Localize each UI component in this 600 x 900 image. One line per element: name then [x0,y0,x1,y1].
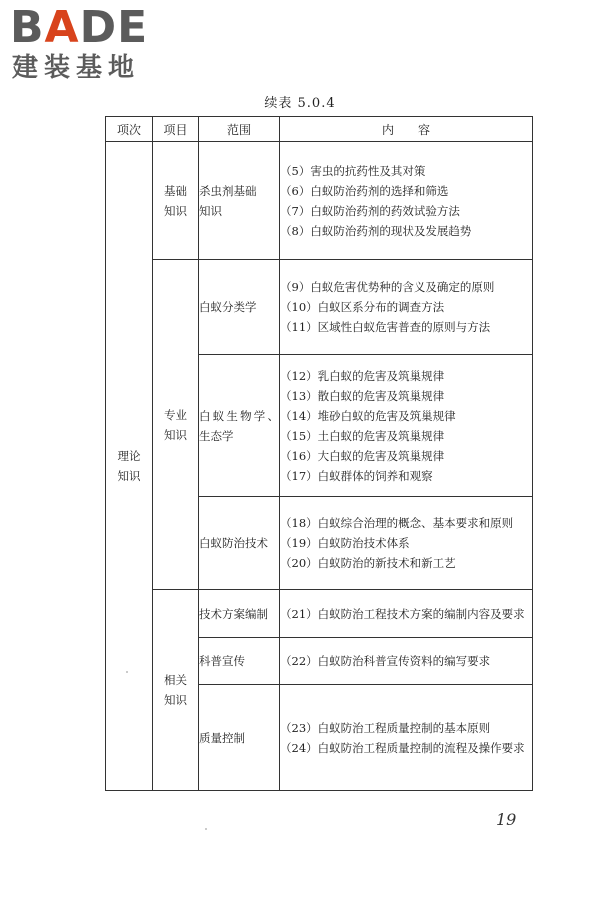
content-item: （23）白蚁防治工程质量控制的基本原则 [280,720,491,735]
table-row [106,142,533,260]
content-item: （22）白蚁防治科普宣传资料的编写要求 [280,654,491,668]
scan-speck [205,828,207,830]
table-row [106,260,533,355]
content-item: （14）堆砂白蚁的危害及筑巢规律 [280,408,456,423]
scope-cell: 白蚁分类学 [199,260,280,355]
content-item: （11）区域性白蚁危害普查的原则与方法 [280,320,491,334]
scope-cell: 白蚁生物学、生态学 [199,355,280,497]
content-cell [280,355,533,497]
logo-letter: A [44,2,80,53]
content-item: （18）白蚁综合治理的概念、基本要求和原则 [280,516,514,530]
brand-logo [10,4,148,84]
content-item: （8）白蚁防治药剂的现状及发展趋势 [280,223,472,238]
section-cell: 基础 知识 [153,142,199,260]
content-item: （21）白蚁防治工程技术方案的编制内容及要求 [280,606,525,621]
content-item: （5）害虫的抗药性及其对策 [280,163,426,178]
logo-letter: B [10,2,45,53]
content-item: （13）散白蚁的危害及筑巢规律 [280,388,445,403]
logo-letter: E [117,2,149,53]
scan-speck [126,671,128,673]
content-item: （16）大白蚁的危害及筑巢规律 [280,448,445,463]
content-item: （20）白蚁防治的新技术和新工艺 [280,556,456,570]
content-cell [280,590,533,638]
scope-cell: 技术方案编制 [199,590,280,638]
logo-letter: D [79,2,118,53]
section-cell: 专业 知识 [153,260,199,590]
knowledge-table [105,116,533,791]
scope-cell: 杀虫剂基础 知识 [199,142,280,260]
content-item: （10）白蚁区系分布的调查方法 [280,300,445,314]
content-item: （19）白蚁防治技术体系 [280,536,410,550]
header-content: 内 容 [280,117,533,142]
content-cell [280,685,533,791]
table-row [106,590,533,638]
section-cell: 相关 知识 [153,590,199,791]
header-index: 项次 [106,117,153,142]
scope-cell: 科普宣传 [199,638,280,685]
table-caption: 续表 5.0.4 [264,96,336,111]
header-scope: 范围 [199,117,280,142]
header-item: 项目 [153,117,199,142]
logo-subtitle: 建装基地 [12,53,141,83]
page-number: 19 [496,810,517,829]
content-item: （7）白蚁防治药剂的药效试验方法 [280,203,460,218]
content-item: （12）乳白蚁的危害及筑巢规律 [280,368,445,383]
content-cell [280,497,533,590]
content-cell [280,260,533,355]
table-header-row [106,117,533,142]
content-item: （15）土白蚁的危害及筑巢规律 [280,428,445,443]
content-item: （6）白蚁防治药剂的选择和筛选 [280,183,449,198]
scope-cell: 质量控制 [199,685,280,791]
scope-cell: 白蚁防治技术 [199,497,280,590]
content-item: （17）白蚁群体的饲养和观察 [280,468,433,483]
content-cell [280,638,533,685]
category-cell: 理论 知识 [106,142,153,791]
content-item: （24）白蚁防治工程质量控制的流程及操作要求 [280,740,525,755]
content-cell [280,142,533,260]
logo-wordmark [10,4,148,52]
content-item: （9）白蚁危害优势种的含义及确定的原则 [280,280,495,294]
